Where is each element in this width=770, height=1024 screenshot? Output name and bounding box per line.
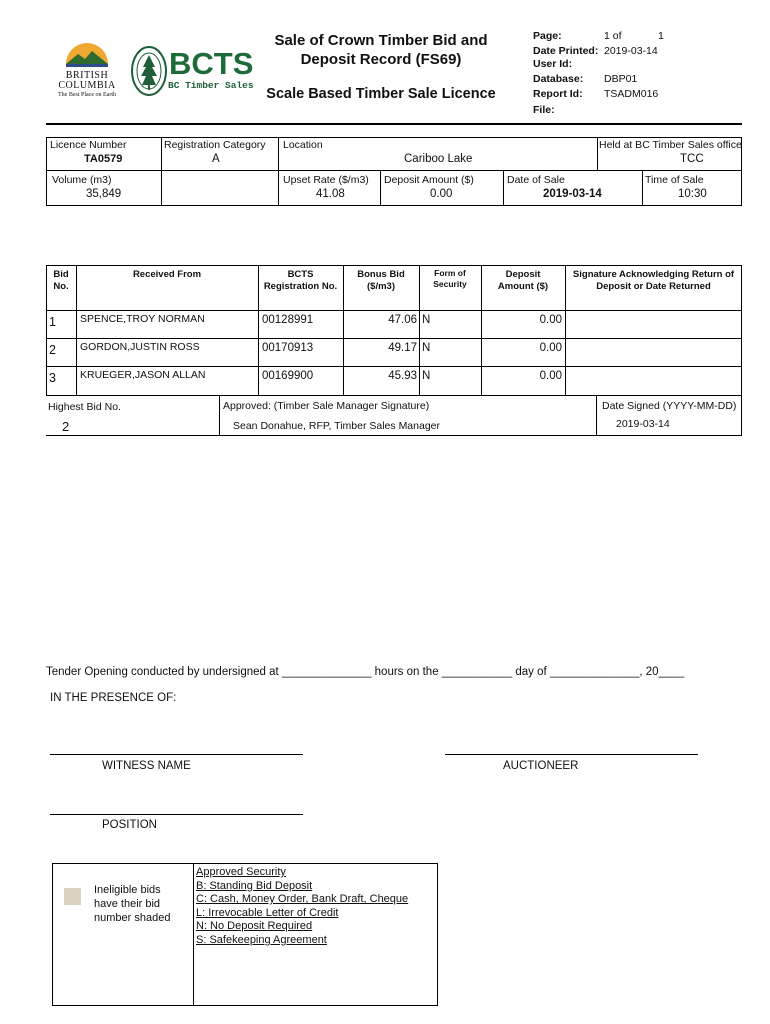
header-divider <box>46 123 742 125</box>
date-printed-label: Date Printed: <box>533 45 599 57</box>
position-signature-line <box>50 814 303 815</box>
bid-number: 1 <box>49 315 56 329</box>
approved-label: Approved: (Timber Sale Manager Signature) <box>223 400 430 412</box>
col-deposit-line1: Deposit <box>505 269 541 280</box>
licence-col-divider-2 <box>278 137 279 206</box>
col-received-from: Received From <box>132 269 202 280</box>
col-bonus-bid-line2: ($/m3) <box>367 281 395 292</box>
deposit-amount: 0.00 <box>539 314 562 326</box>
licence-col-divider-6 <box>642 170 643 206</box>
upset-rate-label: Upset Rate ($/m3) <box>283 174 369 186</box>
tree-seal-icon <box>130 45 168 97</box>
licence-number-label: Licence Number <box>50 139 127 151</box>
forest-renewal-seal <box>130 45 168 97</box>
page-title-line2: Deposit Record (FS69) <box>300 51 462 68</box>
database-value: DBP01 <box>604 73 638 85</box>
date-printed-value: 2019-03-14 <box>604 45 658 57</box>
reg-category-label: Registration Category <box>164 139 266 151</box>
bcts-reg-number: 00169900 <box>262 370 314 382</box>
licence-row-divider <box>46 170 742 171</box>
col-bid-no-line2: No. <box>53 281 69 292</box>
form-of-security: N <box>422 342 431 354</box>
col-signature-line1: Signature Acknowledging Return of <box>572 269 735 280</box>
bonus-bid: 45.93 <box>388 370 417 382</box>
bidder-name: KRUEGER,JASON ALLAN <box>80 369 206 381</box>
highest-bid-label: Highest Bid No. <box>48 401 121 413</box>
tender-opening-line: Tender Opening conducted by undersigned at ______________ hours on the ___________ day of ______________, 20____ <box>46 666 685 678</box>
bonus-bid: 49.17 <box>388 342 417 354</box>
bidder-name: SPENCE,TROY NORMAN <box>80 313 205 325</box>
col-bonus-bid-line1: Bonus Bid <box>357 269 405 280</box>
ineligible-note-line2: have their bid <box>94 898 161 910</box>
witness-signature-line <box>50 754 303 755</box>
highest-bid-number: 2 <box>62 419 70 434</box>
bid-number: 3 <box>49 371 56 385</box>
col-bid-no-line1: Bid <box>53 269 69 280</box>
col-bonus-bid <box>343 269 419 293</box>
col-deposit-line2: Amount ($) <box>497 281 549 292</box>
page-title-line1: Sale of Crown Timber Bid and <box>274 32 488 49</box>
deposit-amount-label: Deposit Amount ($) <box>384 174 474 186</box>
col-bid-no <box>46 269 76 293</box>
table-row <box>46 310 742 338</box>
bcts-logo-text: BCTS <box>169 46 254 81</box>
licence-col-divider-5 <box>503 170 504 206</box>
held-at: TCC <box>680 153 704 165</box>
col-signature-line2: Deposit or Date Returned <box>596 281 711 292</box>
page-total: 1 <box>658 30 664 42</box>
bc-logo <box>52 42 122 102</box>
deposit-amount: 0.00 <box>539 370 562 382</box>
col-bcts-reg <box>258 269 343 293</box>
volume: 35,849 <box>86 188 122 200</box>
table-row <box>46 338 742 366</box>
legend-item: B: Standing Bid Deposit <box>196 880 313 892</box>
col-form-security <box>419 268 481 290</box>
bc-tagline: The Best Place on Earth <box>58 92 116 98</box>
location: Cariboo Lake <box>404 153 473 165</box>
ineligible-shade-swatch <box>64 888 81 905</box>
ineligible-note <box>94 883 170 925</box>
legend-item: N: No Deposit Required <box>196 920 313 932</box>
col-deposit <box>481 269 565 293</box>
location-label: Location <box>283 139 323 151</box>
volume-label: Volume (m3) <box>52 174 112 186</box>
col-bcts-reg-line1: BCTS <box>287 269 314 280</box>
form-of-security: N <box>422 370 431 382</box>
page-subtitle: Scale Based Timber Sale Licence <box>266 86 496 102</box>
page-label: Page: <box>533 30 562 42</box>
bc-wordmark-line2: COLUMBIA <box>58 80 116 91</box>
col-bcts-reg-line2: Registration No. <box>263 281 338 292</box>
ineligible-note-line1: Ineligible bids <box>94 884 161 896</box>
deposit-amount: 0.00 <box>539 342 562 354</box>
auctioneer-label: AUCTIONEER <box>503 760 579 772</box>
held-at-label: Held at BC Timber Sales office <box>599 139 742 151</box>
date-of-sale: 2019-03-14 <box>543 188 602 200</box>
legend-item: S: Safekeeping Agreement <box>196 934 327 946</box>
report-id-value: TSADM016 <box>604 88 659 100</box>
bidder-name: GORDON,JUSTIN ROSS <box>80 341 200 353</box>
position-label: POSITION <box>102 819 157 831</box>
page-value: 1 of <box>604 30 622 42</box>
user-id-label: User Id: <box>533 58 573 70</box>
database-label: Database: <box>533 73 584 85</box>
ineligible-note-line3: number shaded <box>94 912 171 924</box>
date-signed-label: Date Signed (YYYY-MM-DD) <box>602 400 737 412</box>
bcts-logo-subtitle: BC Timber Sales <box>168 80 254 91</box>
licence-col-divider-1 <box>161 137 162 206</box>
approval-right-edge <box>741 396 742 436</box>
bcts-reg-number: 00170913 <box>262 342 314 354</box>
date-of-sale-label: Date of Sale <box>507 174 565 186</box>
approved-by: Sean Donahue, RFP, Timber Sales Manager <box>233 420 441 432</box>
deposit-amount: 0.00 <box>430 188 453 200</box>
bc-sun-mountain-icon <box>52 42 122 72</box>
col-form-security-line1: Form of <box>434 268 466 278</box>
witness-name-label: WITNESS NAME <box>102 760 191 772</box>
time-of-sale-label: Time of Sale <box>645 174 704 186</box>
bid-number: 2 <box>49 343 56 357</box>
approval-bottom-line <box>46 435 742 436</box>
form-of-security: N <box>422 314 431 326</box>
col-signature <box>565 269 742 293</box>
approved-security-title: Approved Security <box>196 866 286 878</box>
col-form-security-line2: Security <box>433 279 467 289</box>
approval-col-divider-2 <box>596 396 597 436</box>
legend-item: L: Irrevocable Letter of Credit <box>196 907 339 919</box>
in-presence-of: IN THE PRESENCE OF: <box>50 692 177 704</box>
legend-item: C: Cash, Money Order, Bank Draft, Cheque <box>196 893 409 905</box>
approval-col-divider-1 <box>219 396 220 436</box>
licence-col-divider-4 <box>380 170 381 206</box>
upset-rate: 41.08 <box>316 188 345 200</box>
file-label: File: <box>533 104 555 116</box>
auctioneer-signature-line <box>445 754 698 755</box>
bc-wordmark-line1: BRITISH <box>65 70 109 81</box>
bonus-bid: 47.06 <box>388 314 417 326</box>
time-of-sale: 10:30 <box>678 188 707 200</box>
table-row <box>46 366 742 396</box>
licence-number: TA0579 <box>84 153 123 165</box>
licence-col-divider-3 <box>597 137 598 170</box>
legend-divider <box>193 863 194 1006</box>
date-signed: 2019-03-14 <box>616 418 670 430</box>
bcts-reg-number: 00128991 <box>262 314 314 326</box>
report-id-label: Report Id: <box>533 88 583 100</box>
reg-category: A <box>212 153 220 165</box>
